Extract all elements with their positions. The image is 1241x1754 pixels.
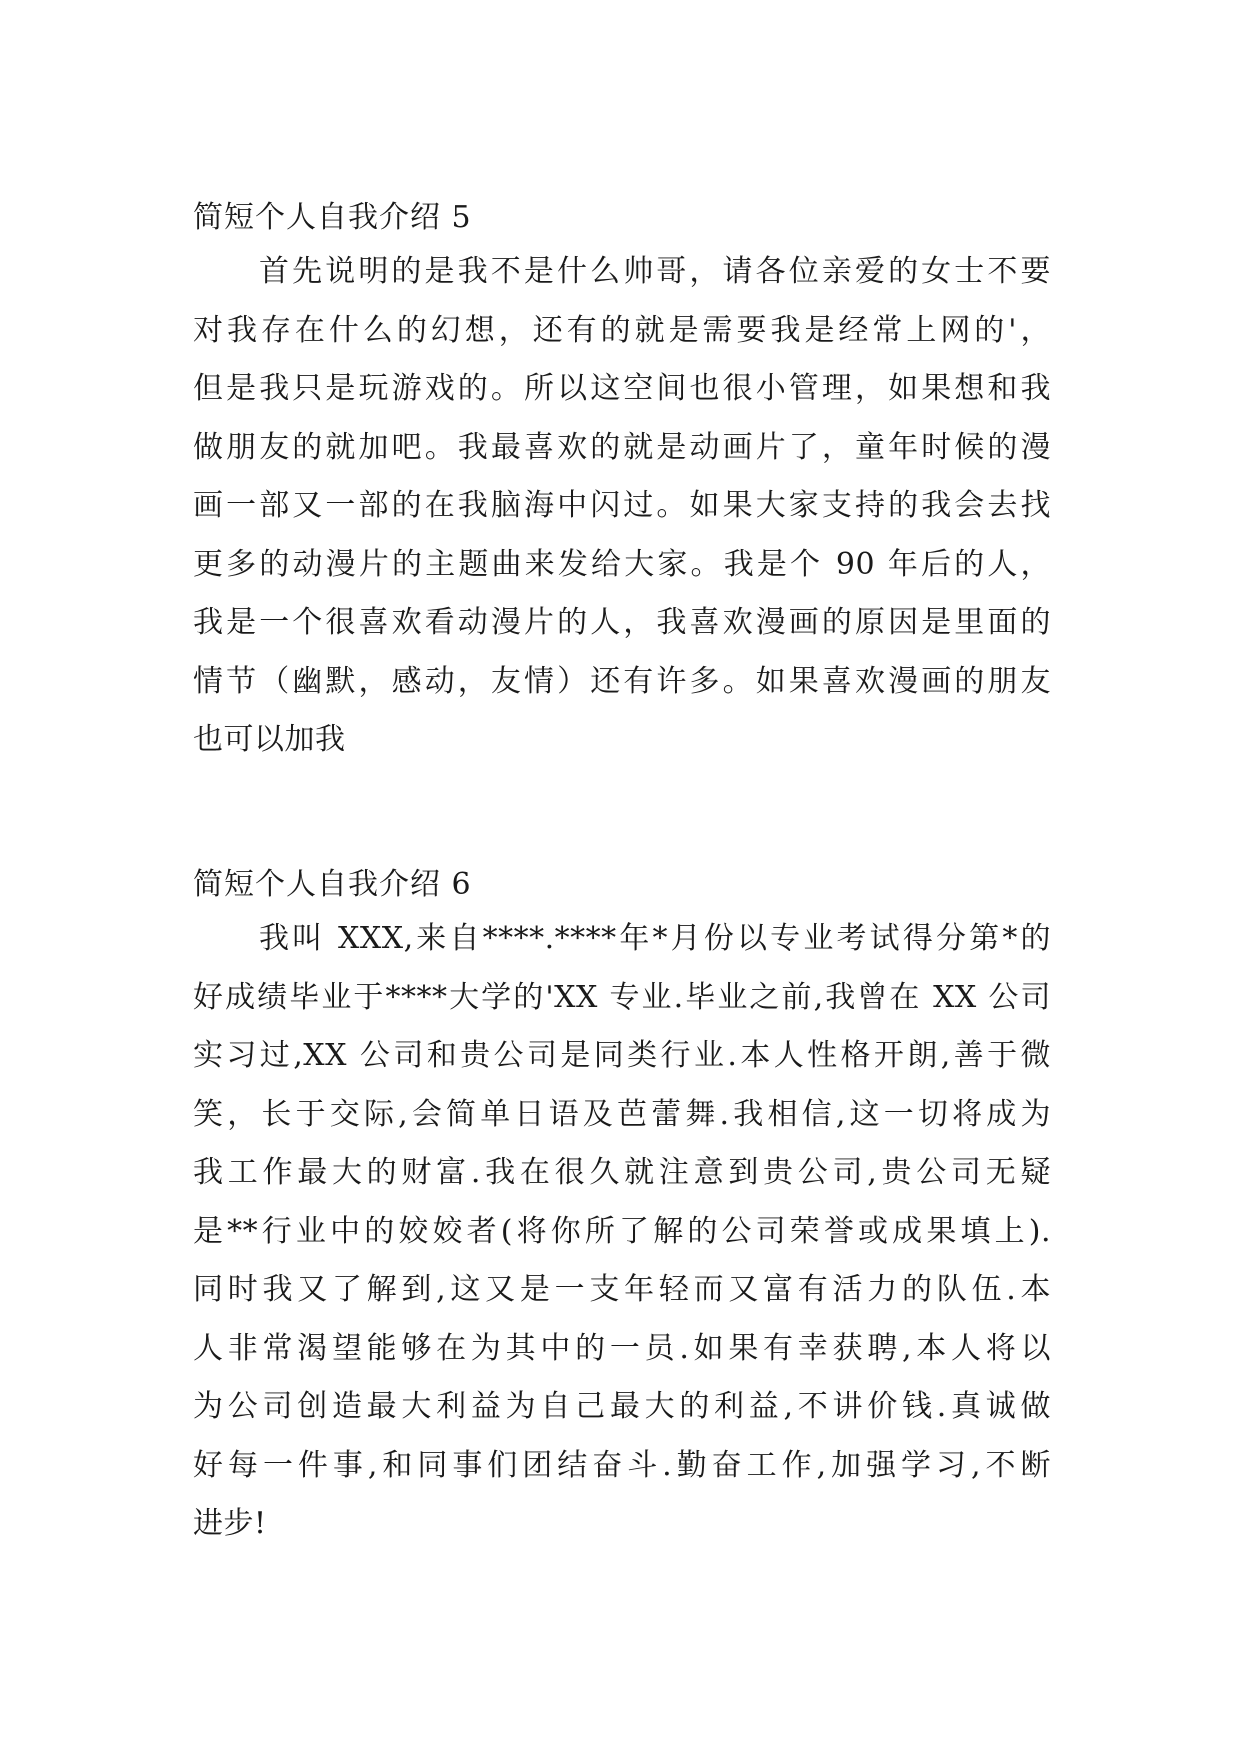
paragraph-line: 但是我只是玩游戏的。所以这空间也很小管理，如果想和我 [193,371,1051,406]
paragraph-line: 首先说明的是我不是什么帅哥，请各位亲爱的女士不要 [259,254,1051,289]
paragraph-line: 对我存在什么的幻想，还有的就是需要我是经常上网的'， [193,312,1051,348]
paragraph-line: 进步! [193,1506,267,1541]
section-intro-6 [193,860,1051,1554]
paragraph-line: 同时我又了解到,这又是一支年轻而又富有活力的队伍.本 [193,1272,1051,1307]
paragraph [193,243,1051,770]
paragraph-line: 画一部又一部的在我脑海中闪过。如果大家支持的我会去找 [193,488,1051,523]
paragraph-line: 更多的动漫片的主题曲来发给大家。我是个 90 年后的人， [193,546,1051,582]
paragraph-line: 我是一个很喜欢看动漫片的人，我喜欢漫画的原因是里面的 [193,605,1051,640]
paragraph [193,910,1051,1554]
paragraph-line: 为公司创造最大利益为自己最大的利益,不讲价钱.真诚做 [193,1389,1051,1424]
paragraph-line: 我叫 XXX,来自****.****年*月份以专业考试得分第*的 [259,921,1051,956]
paragraph-line: 我工作最大的财富.我在很久就注意到贵公司,贵公司无疑 [193,1155,1051,1190]
paragraph-line: 实习过,XX 公司和贵公司是同类行业.本人性格开朗,善于微 [193,1038,1051,1073]
paragraph-line: 做朋友的就加吧。我最喜欢的就是动画片了，童年时候的漫 [193,429,1051,465]
paragraph-line: 好成绩毕业于****大学的'XX 专业.毕业之前,我曾在 XX 公司 [193,979,1051,1015]
paragraph-line: 情节（幽默，感动，友情）还有许多。如果喜欢漫画的朋友 [193,663,1051,699]
section-heading: 简短个人自我介绍 6 [193,867,472,902]
paragraph-line: 是**行业中的姣姣者(将你所了解的公司荣誉或成果填上). [193,1213,1051,1249]
section-intro-5 [193,193,1051,770]
paragraph-line: 人非常渴望能够在为其中的一员.如果有幸获聘,本人将以 [193,1330,1051,1366]
paragraph-line: 也可以加我 [193,722,346,757]
section-heading: 简短个人自我介绍 5 [193,200,472,235]
paragraph-line: 笑，长于交际,会简单日语及芭蕾舞.我相信,这一切将成为 [193,1096,1051,1132]
paragraph-line: 好每一件事,和同事们团结奋斗.勤奋工作,加强学习,不断 [193,1447,1051,1483]
